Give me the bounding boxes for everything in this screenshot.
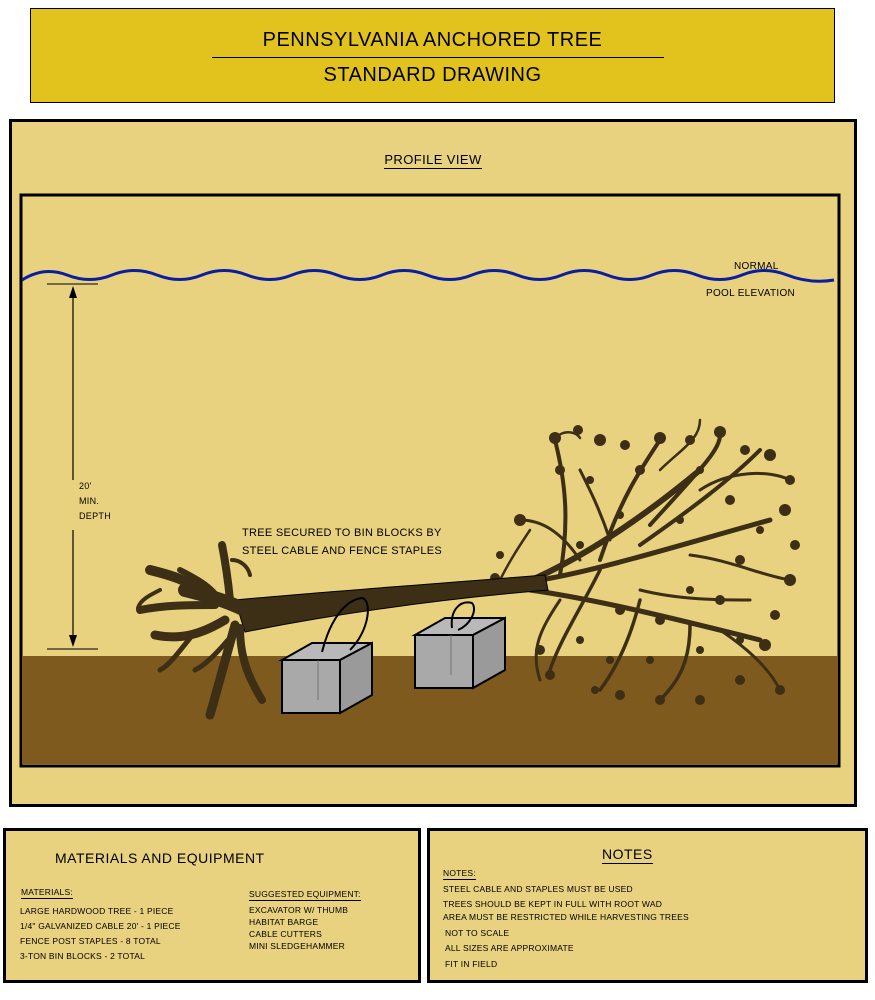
callout-line-1: TREE SECURED TO BIN BLOCKS BY [242,527,442,539]
notes-panel [427,828,868,983]
materials-title: MATERIALS AND EQUIPMENT [55,850,265,866]
equipment-item: EXCAVATOR W/ THUMB [249,905,349,915]
materials-panel [3,828,421,983]
note-item: NOT TO SCALE [445,928,510,938]
note-item: ALL SIZES ARE APPROXIMATE [445,943,574,953]
notes-heading: NOTES: [443,868,476,878]
equipment-item: MINI SLEDGEHAMMER [249,941,345,951]
note-item: STEEL CABLE AND STAPLES MUST BE USED [443,884,633,894]
note-item: FIT IN FIELD [445,959,498,969]
drawing-title: PENNSYLVANIA ANCHORED TREE [262,29,603,51]
depth-label-value: 20' [79,481,92,491]
equipment-item: HABITAT BARGE [249,917,319,927]
note-item: TREES SHOULD BE KEPT IN FULL WITH ROOT WAD [443,899,663,909]
material-item: LARGE HARDWOOD TREE - 1 PIECE [20,906,174,916]
equipment-item: CABLE CUTTERS [249,929,322,939]
notes-title: NOTES [602,846,653,862]
material-item: FENCE POST STAPLES - 8 TOTAL [20,936,161,946]
callout-line-2: STEEL CABLE AND FENCE STAPLES [242,545,443,557]
material-item: 1/4" GALVANIZED CABLE 20' - 1 PIECE [20,921,181,931]
depth-label-depth: DEPTH [79,511,112,521]
material-item: 3-TON BIN BLOCKS - 2 TOTAL [20,951,146,961]
water-label-normal: NORMAL [734,261,779,272]
water-label-pool-elevation: POOL ELEVATION [706,288,796,299]
bin-block-left [282,643,372,713]
profile-view-label: PROFILE VIEW [384,152,482,167]
drawing-subtitle: STANDARD DRAWING [323,64,542,86]
depth-label-min: MIN. [79,496,100,506]
equipment-heading: SUGGESTED EQUIPMENT: [249,889,361,899]
materials-heading: MATERIALS: [21,887,73,897]
note-item: AREA MUST BE RESTRICTED WHILE HARVESTING TREES [443,912,689,922]
